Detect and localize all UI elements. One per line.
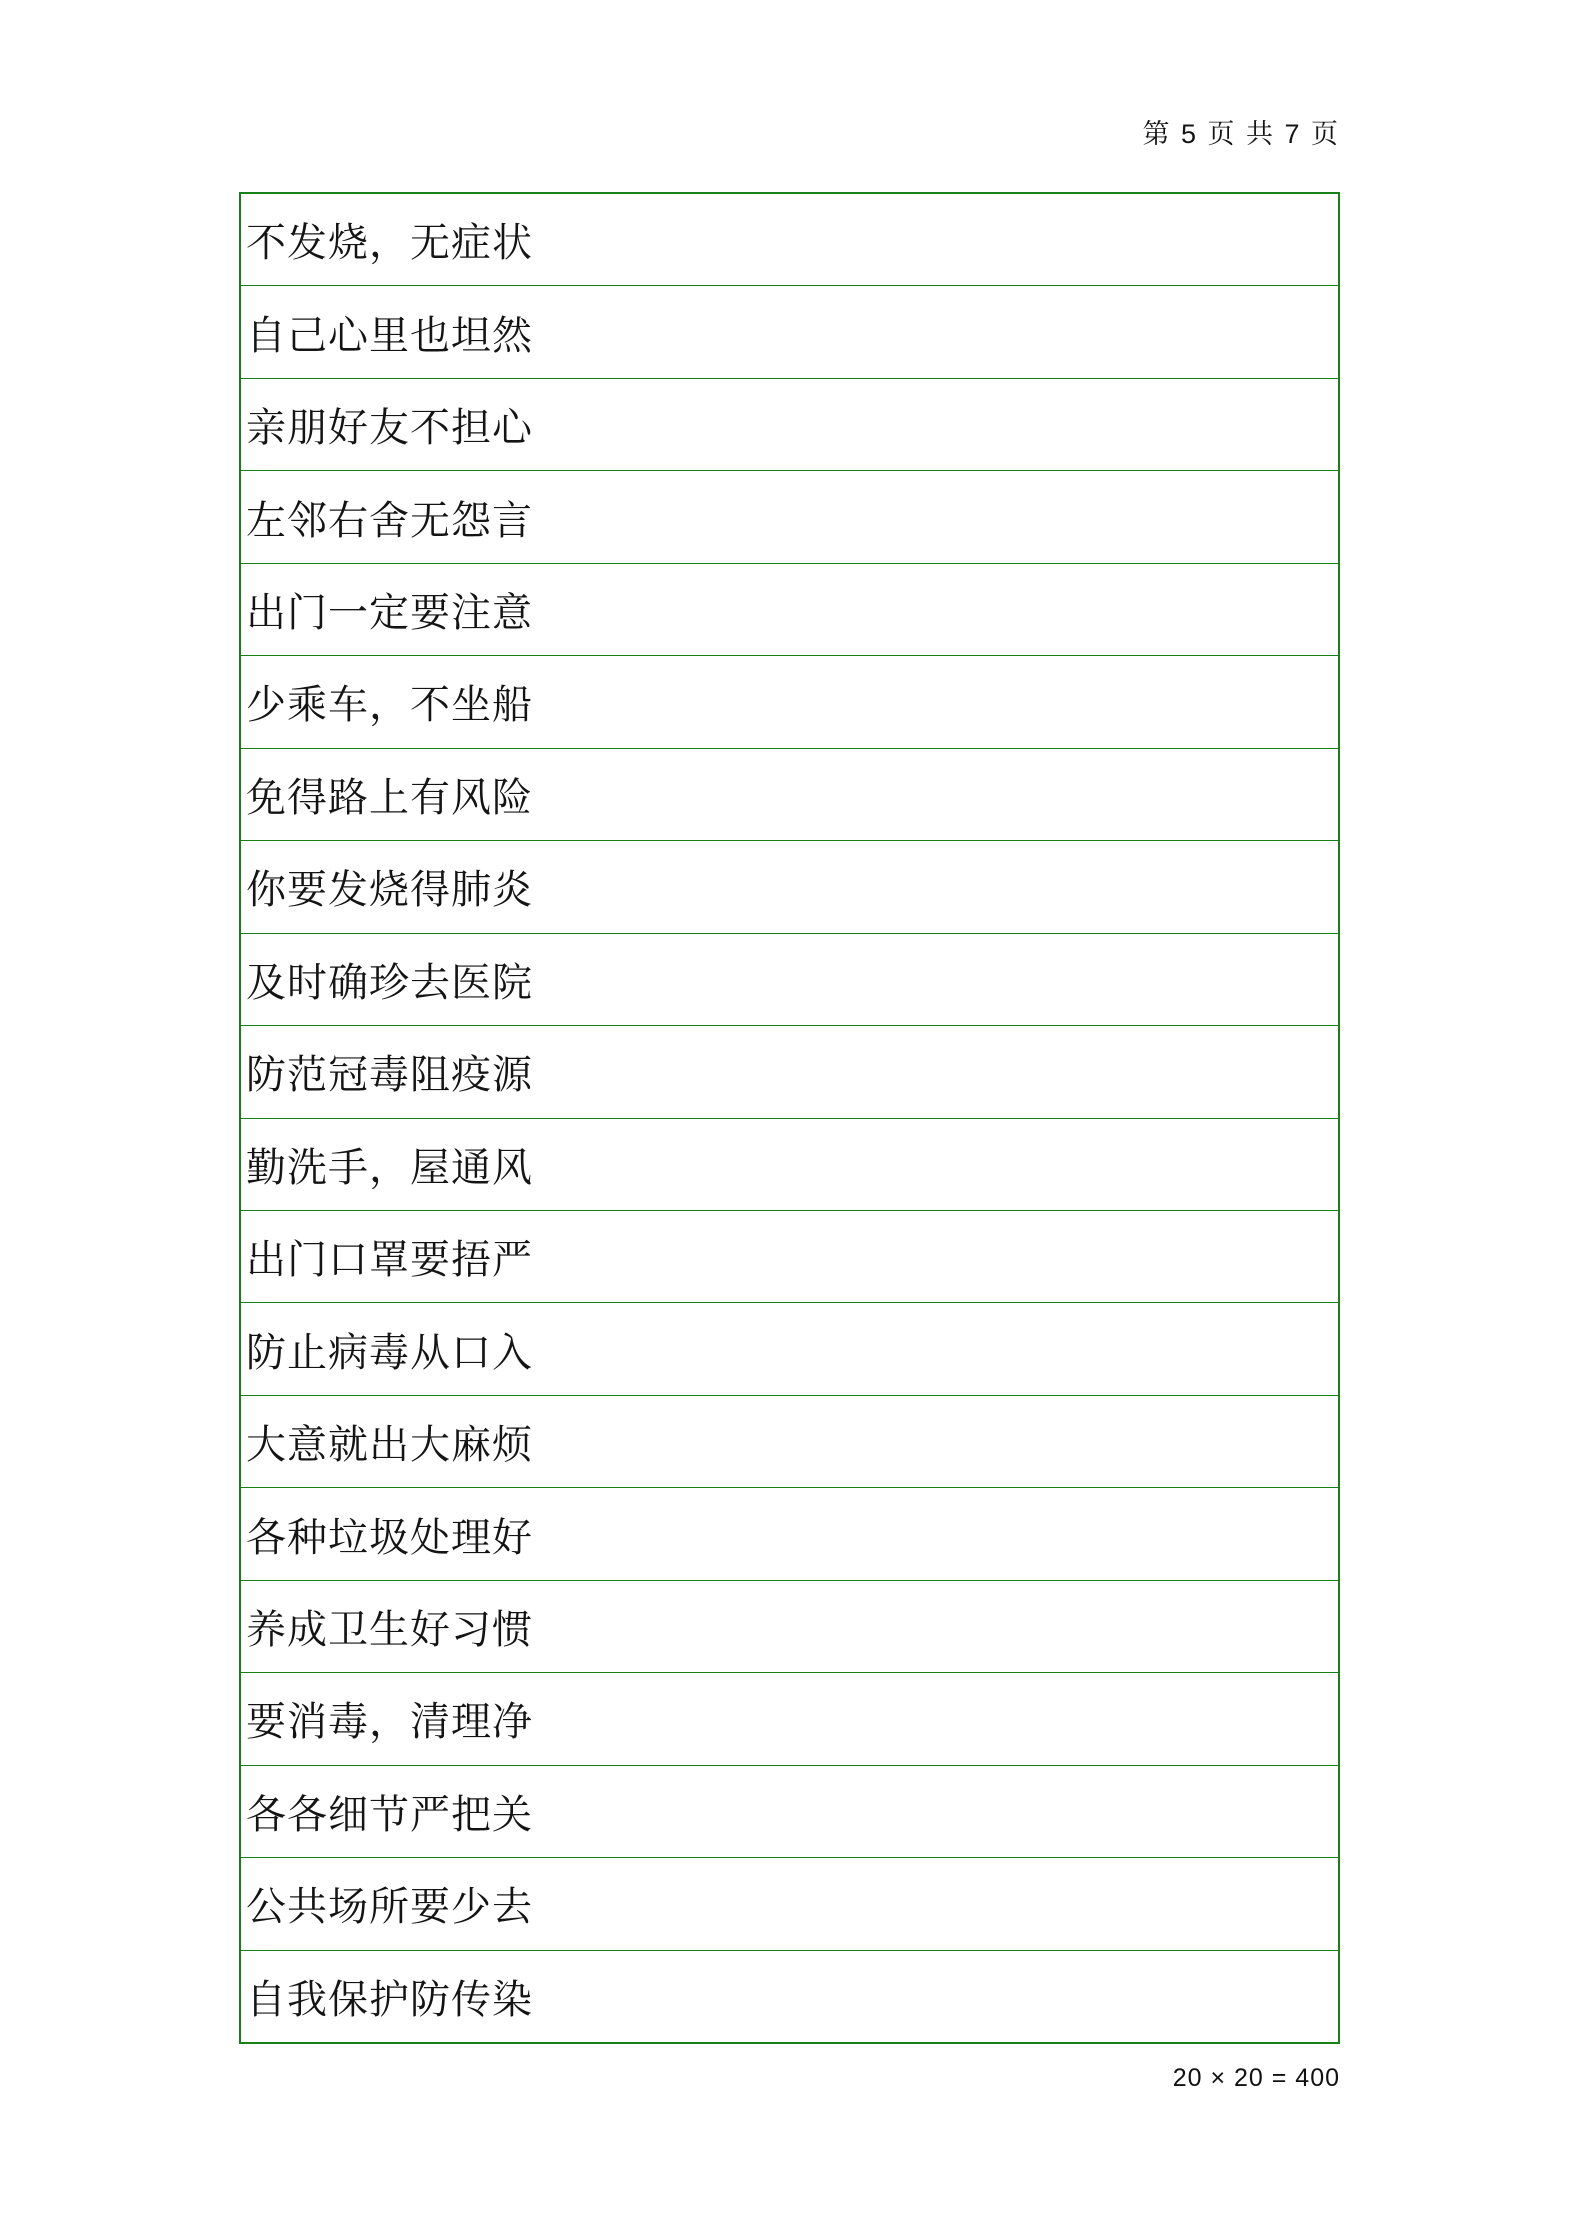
grid-row [241, 748, 1338, 840]
row-text: 左邻右舍无怨言 [246, 497, 533, 543]
grid-row [241, 1025, 1338, 1117]
row-text: 各各细节严把关 [246, 1791, 533, 1837]
grid-row [241, 194, 1338, 285]
row-text: 不发烧，无症状 [246, 220, 533, 266]
grid-row [241, 655, 1338, 747]
grid-row [241, 1580, 1338, 1672]
row-text: 自我保护防传染 [246, 1976, 533, 2022]
row-text: 要消毒，清理净 [246, 1699, 533, 1745]
grid-row [241, 1857, 1338, 1949]
row-text: 勤洗手，屋通风 [246, 1144, 533, 1190]
row-text: 公共场所要少去 [246, 1884, 533, 1930]
grid-row [241, 1118, 1338, 1210]
row-text: 防止病毒从口入 [246, 1329, 533, 1375]
row-text: 各种垃圾处理好 [246, 1514, 533, 1560]
grid-size-formula: 20 × 20 = 400 [1172, 2064, 1340, 2092]
grid-row [241, 285, 1338, 377]
row-text: 免得路上有风险 [246, 774, 533, 820]
row-text: 你要发烧得肺炎 [246, 867, 533, 913]
grid-row [241, 1950, 1338, 2042]
row-text: 防范冠毒阻疫源 [246, 1052, 533, 1098]
row-text: 养成卫生好习惯 [246, 1607, 533, 1653]
row-text: 自己心里也坦然 [246, 312, 533, 358]
composition-writing-grid [239, 192, 1340, 2044]
grid-row [241, 1765, 1338, 1857]
row-text: 少乘车，不坐船 [246, 682, 533, 728]
grid-row [241, 1302, 1338, 1394]
row-text: 出门口罩要捂严 [246, 1237, 533, 1283]
grid-row [241, 378, 1338, 470]
grid-row [241, 1672, 1338, 1764]
row-text: 及时确珍去医院 [246, 959, 533, 1005]
grid-row [241, 1395, 1338, 1487]
row-text: 大意就出大麻烦 [246, 1422, 533, 1468]
grid-row [241, 563, 1338, 655]
grid-row [241, 1487, 1338, 1579]
row-text: 出门一定要注意 [246, 590, 533, 636]
grid-row [241, 1210, 1338, 1302]
grid-row [241, 840, 1338, 932]
row-text: 亲朋好友不担心 [246, 405, 533, 451]
grid-row [241, 933, 1338, 1025]
grid-row [241, 470, 1338, 562]
page-number-indicator: 第 5 页 共 7 页 [1142, 119, 1340, 149]
